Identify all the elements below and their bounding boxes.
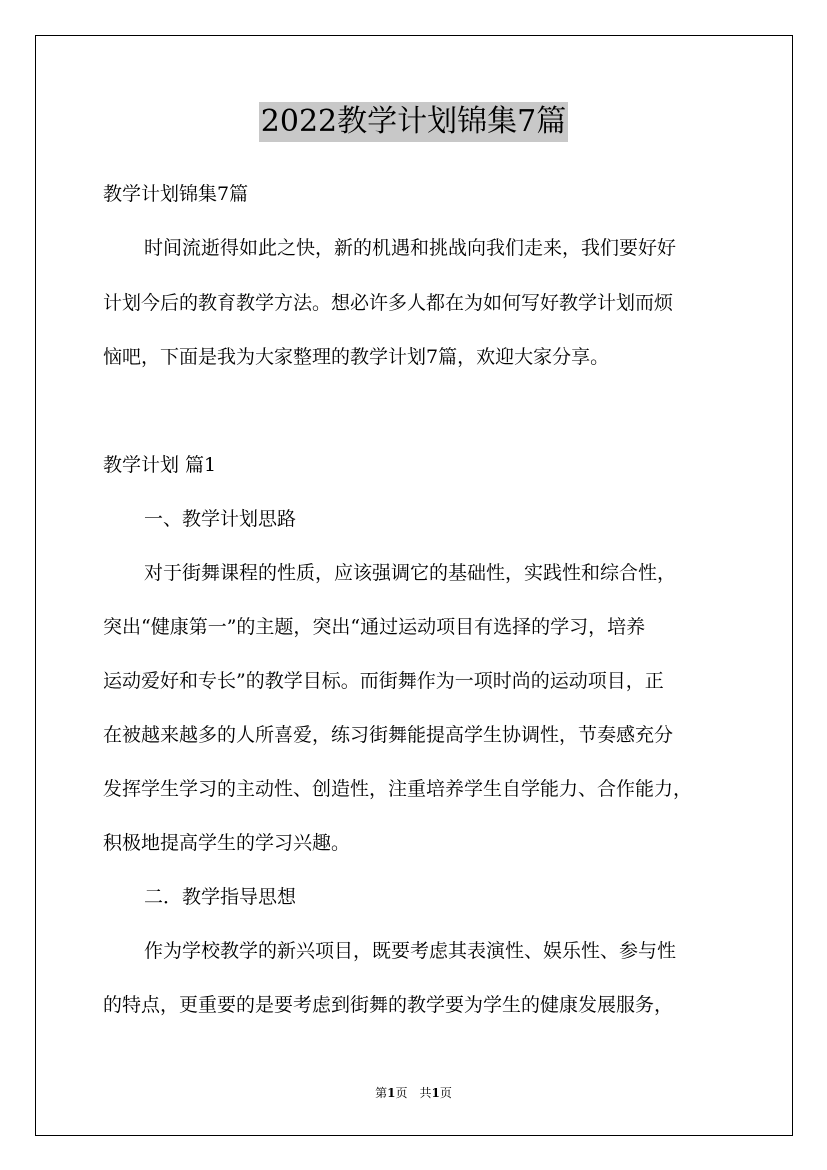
body-paragraph-1-line-5: 发挥学生学习的主动性、创造性，注重培养学生自学能力、合作能力， [103, 778, 693, 800]
intro-paragraph-line-3: 恼吧，下面是我为大家整理的教学计划7篇，欢迎大家分享。 [103, 346, 610, 368]
footer-prefix: 第 [375, 1086, 388, 1100]
body-paragraph-1-line-6: 积极地提高学生的学习兴趣。 [103, 832, 351, 854]
body-paragraph-1-line-2: 突出“健康第一”的主题，突出“通过运动项目有选择的学习，培养 [103, 616, 646, 638]
footer-total-pages: 1 [431, 1086, 440, 1100]
subtitle-line: 教学计划锦集7篇 [103, 183, 249, 205]
body-paragraph-1-line-1: 对于街舞课程的性质，应该强调它的基础性，实践性和综合性， [144, 562, 677, 584]
intro-paragraph-line-2: 计划今后的教育教学方法。想必许多人都在为如何写好教学计划而烦 [103, 292, 674, 314]
document-title: 2022教学计划锦集7篇 [259, 102, 568, 142]
section-heading-plan-1: 教学计划 篇1 [103, 454, 217, 476]
page-footer [0, 1085, 827, 1101]
body-paragraph-2-line-2: 的特点，更重要的是要考虑到街舞的教学要为学生的健康发展服务， [103, 994, 674, 1016]
body-paragraph-1-line-3: 运动爱好和专长”的教学目标。而街舞作为一项时尚的运动项目，正 [103, 670, 664, 692]
body-paragraph-1-line-4: 在被越来越多的人所喜爱，练习街舞能提高学生协调性，节奏感充分 [103, 724, 674, 746]
title-container [0, 102, 827, 142]
body-paragraph-2-line-1: 作为学校教学的新兴项目，既要考虑其表演性、娱乐性、参与性 [144, 940, 677, 962]
subheading-plan-ideas: 一、教学计划思路 [144, 508, 297, 530]
subheading-guiding-thought: 二．教学指导思想 [144, 886, 297, 908]
footer-suffix: 页 [439, 1086, 452, 1100]
footer-page-number: 1 [387, 1086, 396, 1100]
footer-middle: 页 共 [395, 1086, 432, 1100]
intro-paragraph-line-1: 时间流逝得如此之快，新的机遇和挑战向我们走来，我们要好好 [144, 237, 677, 259]
